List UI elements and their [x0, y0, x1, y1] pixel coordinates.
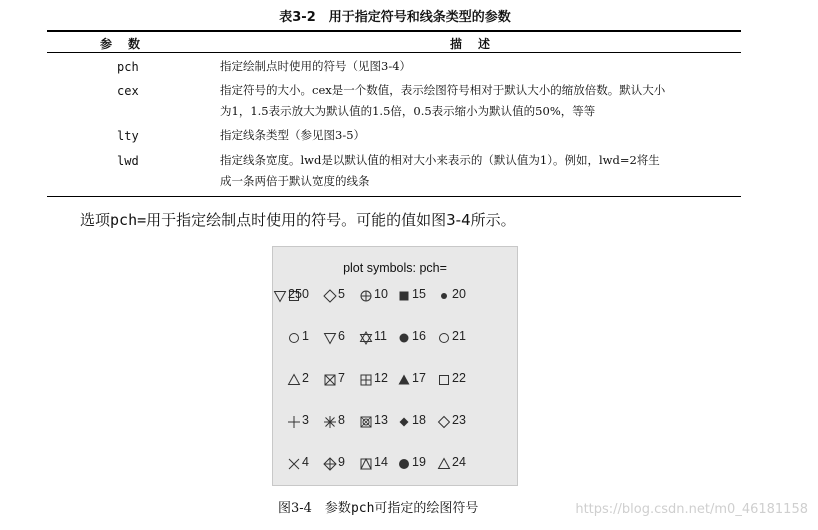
pch-symbol	[437, 329, 487, 347]
pch-symbol	[437, 413, 487, 431]
pch-number: 10	[374, 287, 388, 301]
desc-line: 为1，1.5表示放大为默认值的1.5倍，0.5表示缩小为默认值的50%，等等	[220, 104, 596, 118]
paragraph-suffix: 用于指定绘制点时使用的符号。可能的值如图3-4所示。	[146, 211, 516, 229]
body-paragraph	[80, 209, 516, 230]
header-param: 参数	[100, 37, 157, 51]
pch-symbol	[437, 287, 487, 305]
circle-filled-small-icon	[437, 289, 451, 303]
pch-number: 20	[452, 287, 466, 301]
desc-line: 指定线条宽度。lwd是以默认值的相对大小来表示的（默认值为1）。例如，lwd=2将生	[220, 153, 660, 167]
pch-number: 9	[338, 455, 345, 469]
triangle-filled-icon	[397, 373, 411, 387]
pch-number: 13	[374, 413, 388, 427]
param-cell: lwd	[117, 154, 139, 168]
desc-cell	[220, 125, 735, 146]
circle-bordered-icon	[437, 331, 451, 345]
param-cell: lty	[117, 129, 139, 143]
desc-line: 指定符号的大小。cex是一个数值，表示绘图符号相对于默认大小的缩放倍数。默认大小	[220, 83, 666, 97]
paragraph-prefix: 选项	[80, 211, 111, 229]
circle-open-icon	[287, 331, 301, 345]
pch-number: 23	[452, 413, 466, 427]
asterisk-icon	[323, 415, 337, 429]
pch-number: 16	[412, 329, 426, 343]
desc-cell	[220, 150, 735, 192]
diamond-plus-icon	[323, 457, 337, 471]
desc-cell	[220, 80, 735, 122]
pch-number: 24	[452, 455, 466, 469]
pch-number: 21	[452, 329, 466, 343]
circle-plus-icon	[359, 289, 373, 303]
diamond-filled-icon	[397, 415, 411, 429]
square-filled-icon	[397, 289, 411, 303]
pch-symbols-figure	[272, 246, 518, 486]
pch-number: 19	[412, 455, 426, 469]
pch-number: 4	[302, 455, 309, 469]
triangle-down-open-icon	[323, 331, 337, 345]
triangle-down-bordered-icon	[273, 289, 287, 303]
header-desc: 描述	[450, 37, 507, 51]
pch-symbol	[273, 287, 323, 305]
desc-line: 指定线条类型（参见图3-5）	[220, 128, 366, 142]
diamond-bordered-icon	[437, 415, 451, 429]
caption-code: pch	[350, 501, 375, 516]
square-cross-icon	[323, 373, 337, 387]
pch-number: 15	[412, 287, 426, 301]
pch-symbol	[437, 371, 487, 389]
pch-number: 7	[338, 371, 345, 385]
param-cell: cex	[117, 84, 139, 98]
circle-filled-large-icon	[397, 457, 411, 471]
pch-number: 5	[338, 287, 345, 301]
pch-number: 6	[338, 329, 345, 343]
pch-number: 11	[374, 329, 387, 343]
triangle-up-bordered-icon	[437, 457, 451, 471]
paragraph-code: pch=	[110, 211, 147, 229]
pch-number: 8	[338, 413, 345, 427]
circle-cross-icon	[359, 415, 373, 429]
table-caption: 表3-2 用于指定符号和线条类型的参数	[279, 10, 511, 25]
figure-caption	[278, 497, 478, 516]
figure-title: plot symbols: pch=	[343, 261, 447, 275]
pch-number: 17	[412, 371, 426, 385]
triangle-up-open-icon	[287, 373, 301, 387]
cross-icon	[287, 457, 301, 471]
param-cell: pch	[117, 60, 139, 74]
plus-icon	[287, 415, 301, 429]
square-triangle-icon	[359, 457, 373, 471]
pch-number: 22	[452, 371, 466, 385]
pch-symbol	[437, 455, 487, 473]
table-header-rule	[47, 52, 741, 53]
star-of-david-icon	[359, 331, 373, 345]
pch-number: 3	[302, 413, 309, 427]
table-bottom-rule	[47, 196, 741, 197]
desc-line: 指定绘制点时使用的符号（见图3-4）	[220, 59, 412, 73]
table-top-rule	[47, 30, 741, 32]
desc-line: 成一条两倍于默认宽度的线条	[220, 174, 370, 188]
watermark: https://blog.csdn.net/m0_46181158	[575, 502, 808, 517]
pch-number: 14	[374, 455, 388, 469]
square-plus-icon	[359, 373, 373, 387]
diamond-open-icon	[323, 289, 337, 303]
pch-number: 12	[374, 371, 388, 385]
circle-filled-icon	[397, 331, 411, 345]
caption-suffix: 可指定的绘图符号	[374, 501, 479, 516]
pch-number: 2	[302, 371, 309, 385]
pch-number: 25	[288, 287, 302, 301]
desc-cell	[220, 56, 735, 77]
square-bordered-icon	[437, 373, 451, 387]
caption-prefix: 图3-4 参数	[278, 501, 351, 516]
pch-number: 1	[302, 329, 309, 343]
pch-number: 18	[412, 413, 426, 427]
pch-number: 0	[302, 287, 309, 301]
